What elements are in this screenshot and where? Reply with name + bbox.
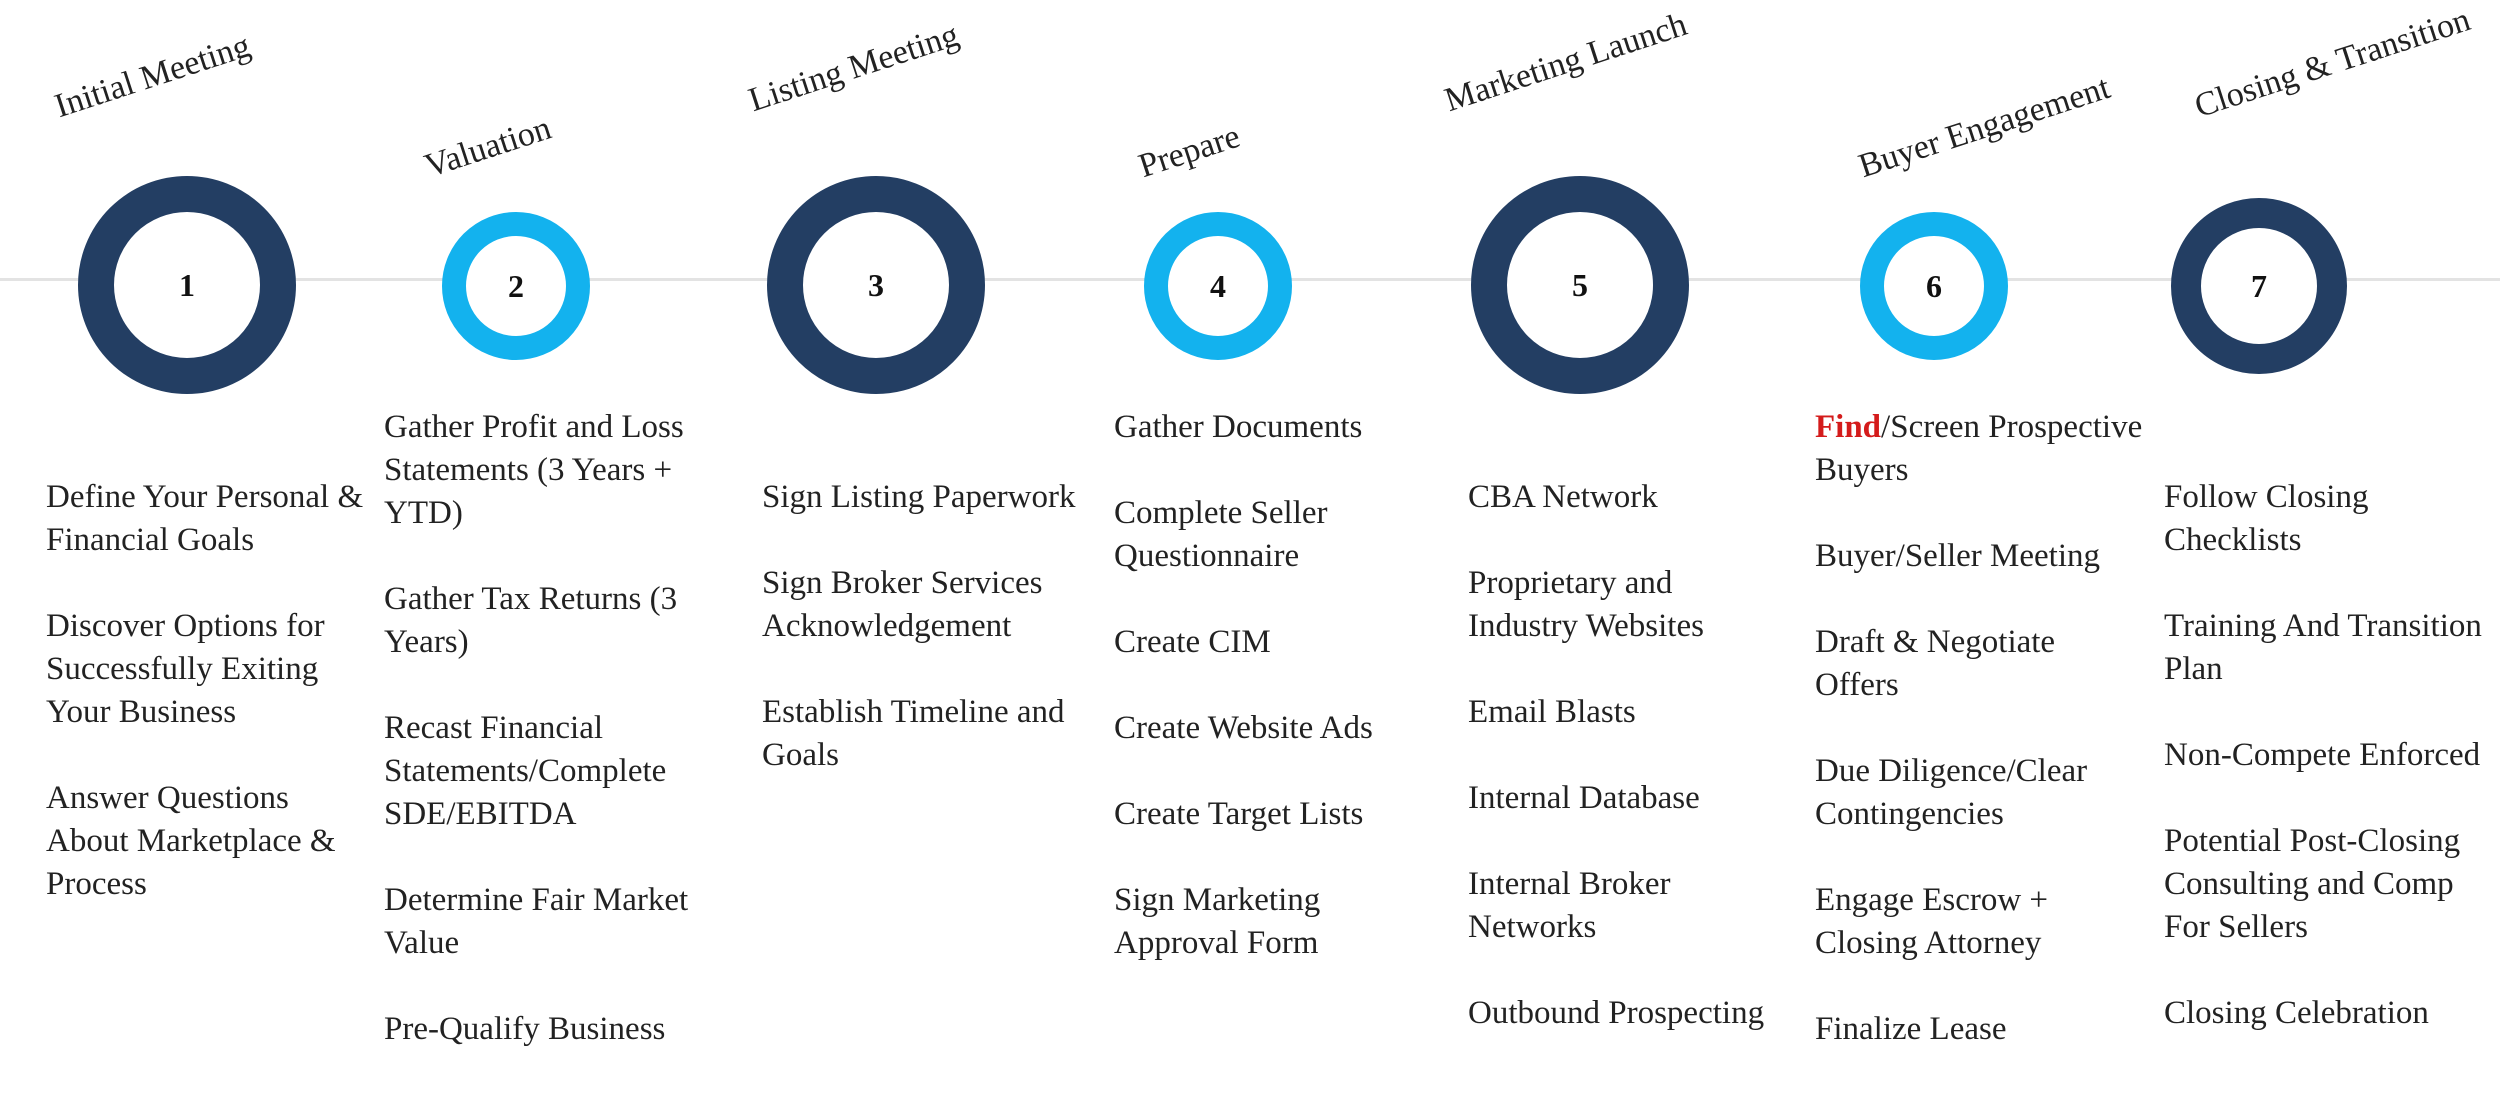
- stage-6-circle: [1860, 212, 2008, 360]
- task-item: Internal Database: [1468, 780, 1700, 816]
- stage-2-number: 2: [508, 267, 524, 304]
- highlight-word: Find: [1815, 409, 1882, 445]
- stage-6-number: 6: [1926, 267, 1942, 304]
- task-item: Define Your Personal & Financial Goals: [46, 479, 364, 558]
- stage-7-title: Closing & Transition: [2190, 1, 2475, 126]
- stage-1-circle: [78, 176, 296, 394]
- task-item: Recast Financial Statements/Complete SDE/EBITDA: [384, 710, 667, 832]
- stage-1-title: Initial Meeting: [50, 27, 255, 126]
- task-item: Determine Fair Market Value: [384, 882, 689, 961]
- stage-3-number: 3: [868, 266, 884, 303]
- task-item: Outbound Prospecting: [1468, 995, 1765, 1031]
- task-item: Training And Transition Plan: [2164, 608, 2482, 687]
- task-item: Complete Seller Questionnaire: [1114, 495, 1328, 574]
- stage-7-tasks: [2164, 476, 2484, 1078]
- stage-1-number: 1: [179, 266, 195, 303]
- task-item: Establish Timeline and Goals: [762, 694, 1065, 773]
- task-item: Engage Escrow + Closing Attorney: [1815, 882, 2049, 961]
- stage-5-tasks: [1468, 476, 1768, 1078]
- task-item: Gather Profit and Loss Statements (3 Years + YTD): [384, 409, 684, 531]
- task-item: [1815, 406, 2145, 492]
- stage-7-circle: [2171, 198, 2347, 374]
- task-item: Gather Tax Returns (3 Years): [384, 581, 678, 660]
- task-item: Email Blasts: [1468, 694, 1636, 730]
- task-item: Sign Listing Paperwork: [762, 479, 1076, 515]
- stage-6-title: Buyer Engagement: [1854, 69, 2115, 186]
- stage-4-title: Prepare: [1134, 117, 1245, 186]
- task-item: Pre-Qualify Business: [384, 1011, 666, 1047]
- task-item: Proprietary and Industry Websites: [1468, 565, 1704, 644]
- task-item: Create CIM: [1114, 624, 1271, 660]
- task-item: Potential Post-Closing Consulting and Comp For Sellers: [2164, 823, 2461, 945]
- task-item: Discover Options for Successfully Exiting Your Business: [46, 608, 325, 730]
- stage-5-number: 5: [1572, 266, 1588, 303]
- task-item: Follow Closing Checklists: [2164, 479, 2369, 558]
- stage-3-title: Listing Meeting: [744, 16, 964, 120]
- task-item: Due Diligence/Clear Contingencies: [1815, 753, 2088, 832]
- task-item: Sign Marketing Approval Form: [1114, 882, 1321, 961]
- task-item: Gather Documents: [1114, 409, 1363, 445]
- task-item: Buyer/Seller Meeting: [1815, 538, 2101, 574]
- task-item: Create Website Ads: [1114, 710, 1373, 746]
- stage-2-title: Valuation: [420, 109, 556, 186]
- task-item: Finalize Lease: [1815, 1011, 2007, 1047]
- task-item: Sign Broker Services Acknowledgement: [762, 565, 1043, 644]
- task-item: Internal Broker Networks: [1468, 866, 1671, 945]
- stage-6-tasks: [1815, 406, 2145, 1094]
- task-item: Create Target Lists: [1114, 796, 1364, 832]
- task-item: Non-Compete Enforced: [2164, 737, 2481, 773]
- task-item: Draft & Negotiate Offers: [1815, 624, 2056, 703]
- task-item: Answer Questions About Marketplace & Process: [46, 780, 336, 902]
- task-item-text: /Screen Prospective Buyers: [1815, 409, 2143, 488]
- stage-1-tasks: [46, 476, 366, 949]
- stage-4-number: 4: [1210, 267, 1226, 304]
- stage-7-number: 7: [2251, 267, 2267, 304]
- stage-2-tasks: [384, 406, 724, 1094]
- stage-4-tasks: [1114, 406, 1434, 1008]
- stage-5-title: Marketing Launch: [1440, 5, 1692, 120]
- task-item: Closing Celebration: [2164, 995, 2429, 1031]
- stage-2-circle: [442, 212, 590, 360]
- stage-3-tasks: [762, 476, 1102, 820]
- stage-3-circle: [767, 176, 985, 394]
- stage-5-circle: [1471, 176, 1689, 394]
- task-item: CBA Network: [1468, 479, 1658, 515]
- stage-4-circle: [1144, 212, 1292, 360]
